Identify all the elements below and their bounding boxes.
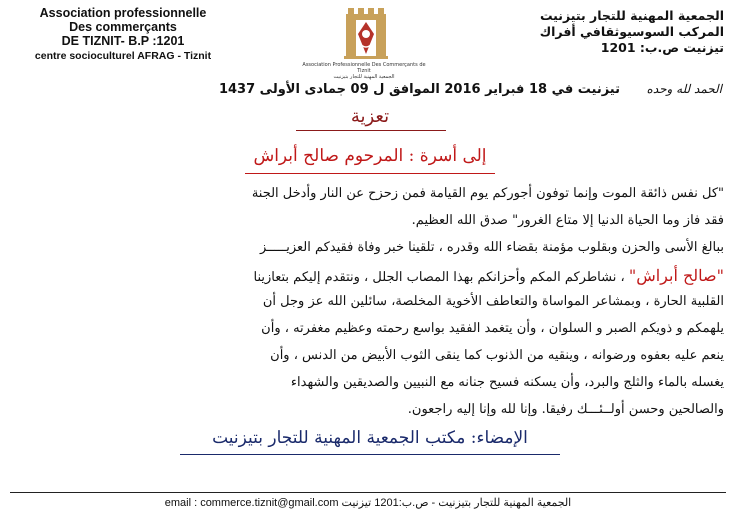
signature: الإمضاء: مكتب الجمعية المهنية للتجار بتيزنيت — [212, 428, 528, 448]
logo-caption-fr: Association Professionnelle Des Commerçants de Tiznit — [302, 62, 426, 74]
signature-underline — [180, 454, 560, 455]
deceased-name: "صالح أبراش" — [628, 266, 724, 285]
logo-caption — [296, 62, 432, 80]
footer-divider — [10, 492, 726, 493]
header-arabic — [504, 8, 724, 56]
paragraph-line-6: يغسله بالماء والثلج والبرد، وأن يسكنه فسيح جنانه مع النبيين والصديقين والشهداء — [290, 375, 724, 390]
paragraph-line-2 — [12, 266, 724, 285]
header-french — [8, 6, 238, 63]
paragraph-line-5: ينعم عليه بعفوه ورضوانه ، وينقيه من الذنوب كما ينقى الثوب الأبيض من الدنس ، وأن — [270, 348, 724, 363]
header-fr-line4: centre socioculturel AFRAG - Tiznit — [34, 50, 212, 62]
paragraph-line-3: القلبية الحارة ، وبمشاعر المواساة والتعاطف الأخوية المخلصة، سائلين الله عز وجل أن — [262, 294, 724, 309]
addressee-underline — [245, 173, 495, 174]
header-fr-line2: Des commerçants — [69, 20, 177, 34]
paragraph-line-2-rest: ، نشاطركم المكم وأحزانكم بهذا المصاب الجلل ، ونتقدم إليكم بتعازينا — [253, 270, 629, 285]
paragraph-line-1: ببالغ الأسى والحزن وبقلوب مؤمنة بقضاء الله وقدره ، تلقينا خبر وفاة فقيدكم العزيـــــز — [259, 240, 724, 255]
quote-line-2: فقد فاز وما الحياة الدنيا إلا متاع الغرور" صدق الله العظيم. — [411, 213, 724, 228]
header-ar-line3: تيزنيت ص.ب: 1201 — [600, 40, 724, 55]
paragraph-line-7: والصالحين وحسن أولــئـــك رفيقا. وإنا لله وإنا إليه راجعون. — [407, 402, 724, 417]
footer-contact: الجمعية المهنية للتجار بتيزنيت - ص.ب:1201 تيزنيت email : commerce.tiznit@gmail.com — [164, 497, 572, 509]
quote-line-1: "كل نفس ذائقة الموت وإنما توفون أجوركم يوم القيامة فمن زحزح عن النار وأدخل الجنة — [251, 186, 724, 201]
condolence-title: تعزية — [350, 106, 390, 127]
header-fr-line1: Association professionnelle — [39, 6, 207, 20]
header-ar-line1: الجمعية المهنية للتجار بتيزنيت — [539, 8, 724, 23]
paragraph-line-4: يلهمكم و ذويكم الصبر و السلوان ، وأن يتغمد الفقيد بواسع رحمته وعظيم مغفرته ، وأن — [261, 321, 724, 336]
header-ar-line2: المركب السوسيوثقافي أفراك — [539, 24, 724, 39]
date-line: تيزنيت في 18 فبراير 2016 الموافق ل 09 جمادى الأولى 1437 — [218, 82, 620, 97]
header-fr-line3: DE TIZNIT- B.P :1201 — [61, 34, 185, 48]
opening-basmala: الحمد لله وحده — [646, 82, 722, 96]
title-underline — [296, 130, 446, 131]
logo-caption-ar: الجمعية المهنية للتجار بتيزنيت — [333, 74, 395, 80]
addressee: إلى أسرة : المرحوم صالح أبراش — [253, 146, 487, 166]
